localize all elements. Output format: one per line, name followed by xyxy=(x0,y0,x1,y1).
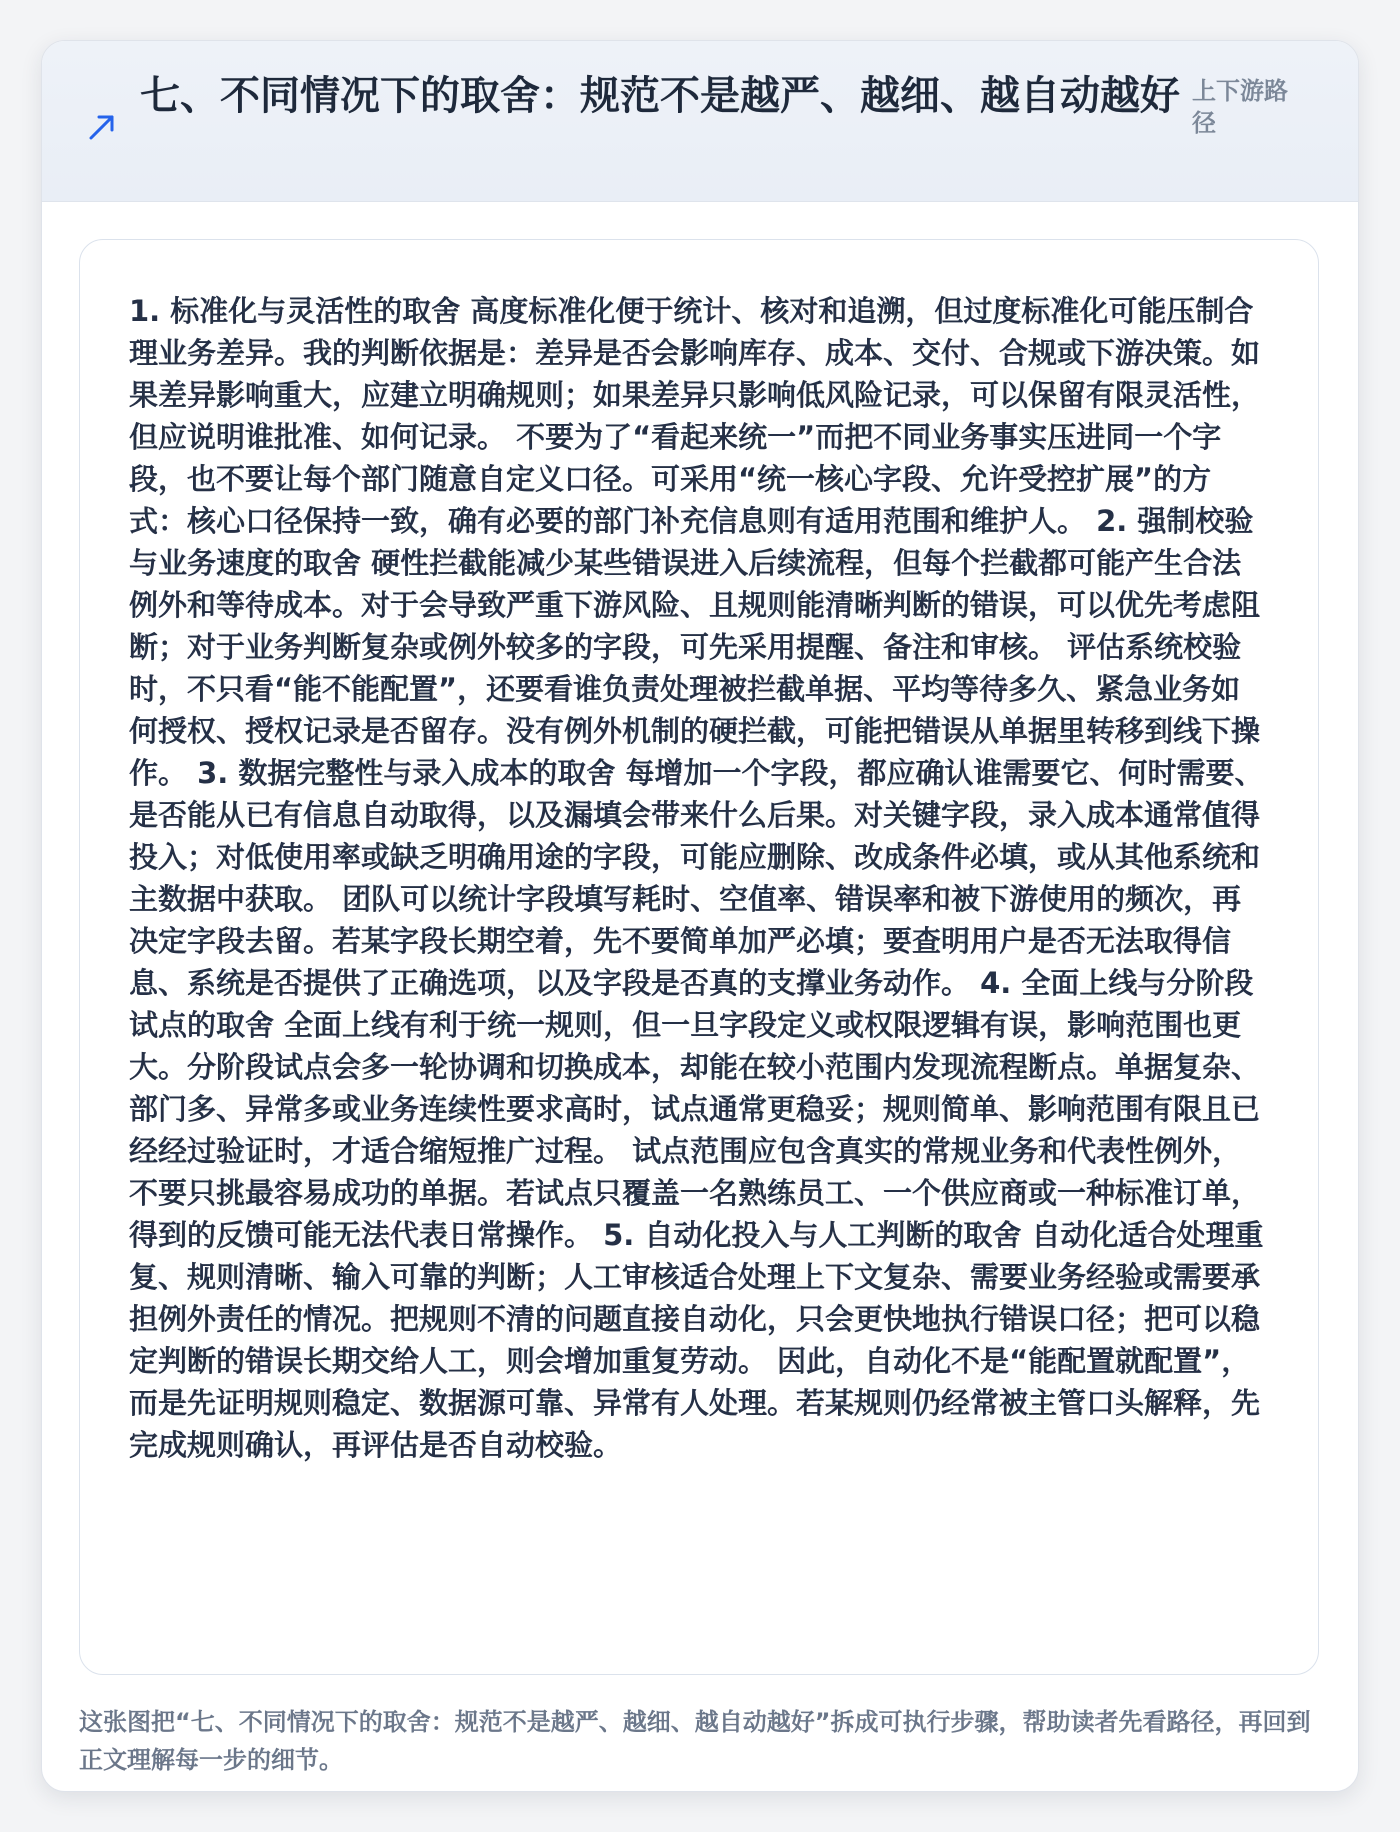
card-header xyxy=(42,41,1358,202)
body-text: 1. 标准化与灵活性的取舍 高度标准化便于统计、核对和追溯，但过度标准化可能压制合理业务差异。我的判断依据是：差异是否会影响库存、成本、交付、合规或下游决策。如果差异影响重大，应建立明确规则；如果差异只影响低风险记录，可以保留有限灵活性，但应说明谁批准、如何记录。 不要为了“看起来统一”而把不同业务事实压进同一个字段，也不要让每个部门随意自定义口径。可采用“统一核心字段、允许受控扩展”的方式：核心口径保持一致，确有必要的部门补充信息则有适用范围和维护人。 2. 强制校验与业务速度的取舍 硬性拦截能减少某些错误进入后续流程，但每个拦截都可能产生合法例外和等待成本。对于会导致严重下游风险、且规则能清晰判断的错误，可以优先考虑阻断；对于业务判断复杂或例外较多的字段，可先采用提醒、备注和审核。 评估系统校验时，不只看“能不能配置”，还要看谁负责处理被拦截单据、平均等待多久、紧急业务如何授权、授权记录是否留存。没有例外机制的硬拦截，可能把错误从单据里转移到线下操作。 3. 数据完整性与录入成本的取舍 每增加一个字段，都应确认谁需要它、何时需要、是否能从已有信息自动取得，以及漏填会带来什么后果。对关键字段，录入成本通常值得投入；对低使用率或缺乏明确用途的字段，可能应删除、改成条件必填，或从其他系统和主数据中获取。 团队可以统计字段填写耗时、空值率、错误率和被下游使用的频次，再决定字段去留。若某字段长期空着，先不要简单加严必填；要查明用户是否无法取得信息、系统是否提供了正确选项，以及字段是否真的支撑业务动作。 4. 全面上线与分阶段试点的取舍 全面上线有利于统一规则，但一旦字段定义或权限逻辑有误，影响范围也更大。分阶段试点会多一轮协调和切换成本，却能在较小范围内发现流程断点。单据复杂、部门多、异常多或业务连续性要求高时，试点通常更稳妥；规则简单、影响范围有限且已经经过验证时，才适合缩短推广过程。 试点范围应包含真实的常规业务和代表性例外，不要只挑最容易成功的单据。若试点只覆盖一名熟练员工、一个供应商或一种标准订单，得到的反馈可能无法代表日常操作。 5. 自动化投入与人工判断的取舍 自动化适合处理重复、规则清晰、输入可靠的判断；人工审核适合处理上下文复杂、需要业务经验或需要承担例外责任的情况。把规则不清的问题直接自动化，只会更快地执行错误口径；把可以稳定判断的错误长期交给人工，则会增加重复劳动。 因此，自动化不是“能配置就配置”，而是先证明规则稳定、数据源可靠、异常有人处理。若某规则仍经常被主管口头解释，先完成规则确认，再评估是否自动校验。 xyxy=(129,294,1264,1462)
path-tag: 上下游路径 xyxy=(1192,77,1288,137)
page-title: 七、不同情况下的取舍：规范不是越严、越细、越自动越好 xyxy=(140,73,1180,119)
figure-caption: 这张图把“七、不同情况下的取舍：规范不是越严、越细、越自动越好”拆成可执行步骤，帮助读者先看路径，再回到正文理解每一步的细节。 xyxy=(79,1708,1311,1774)
article-card xyxy=(41,40,1359,1792)
arrow-up-right-icon xyxy=(84,109,120,145)
content-panel xyxy=(79,239,1319,1675)
